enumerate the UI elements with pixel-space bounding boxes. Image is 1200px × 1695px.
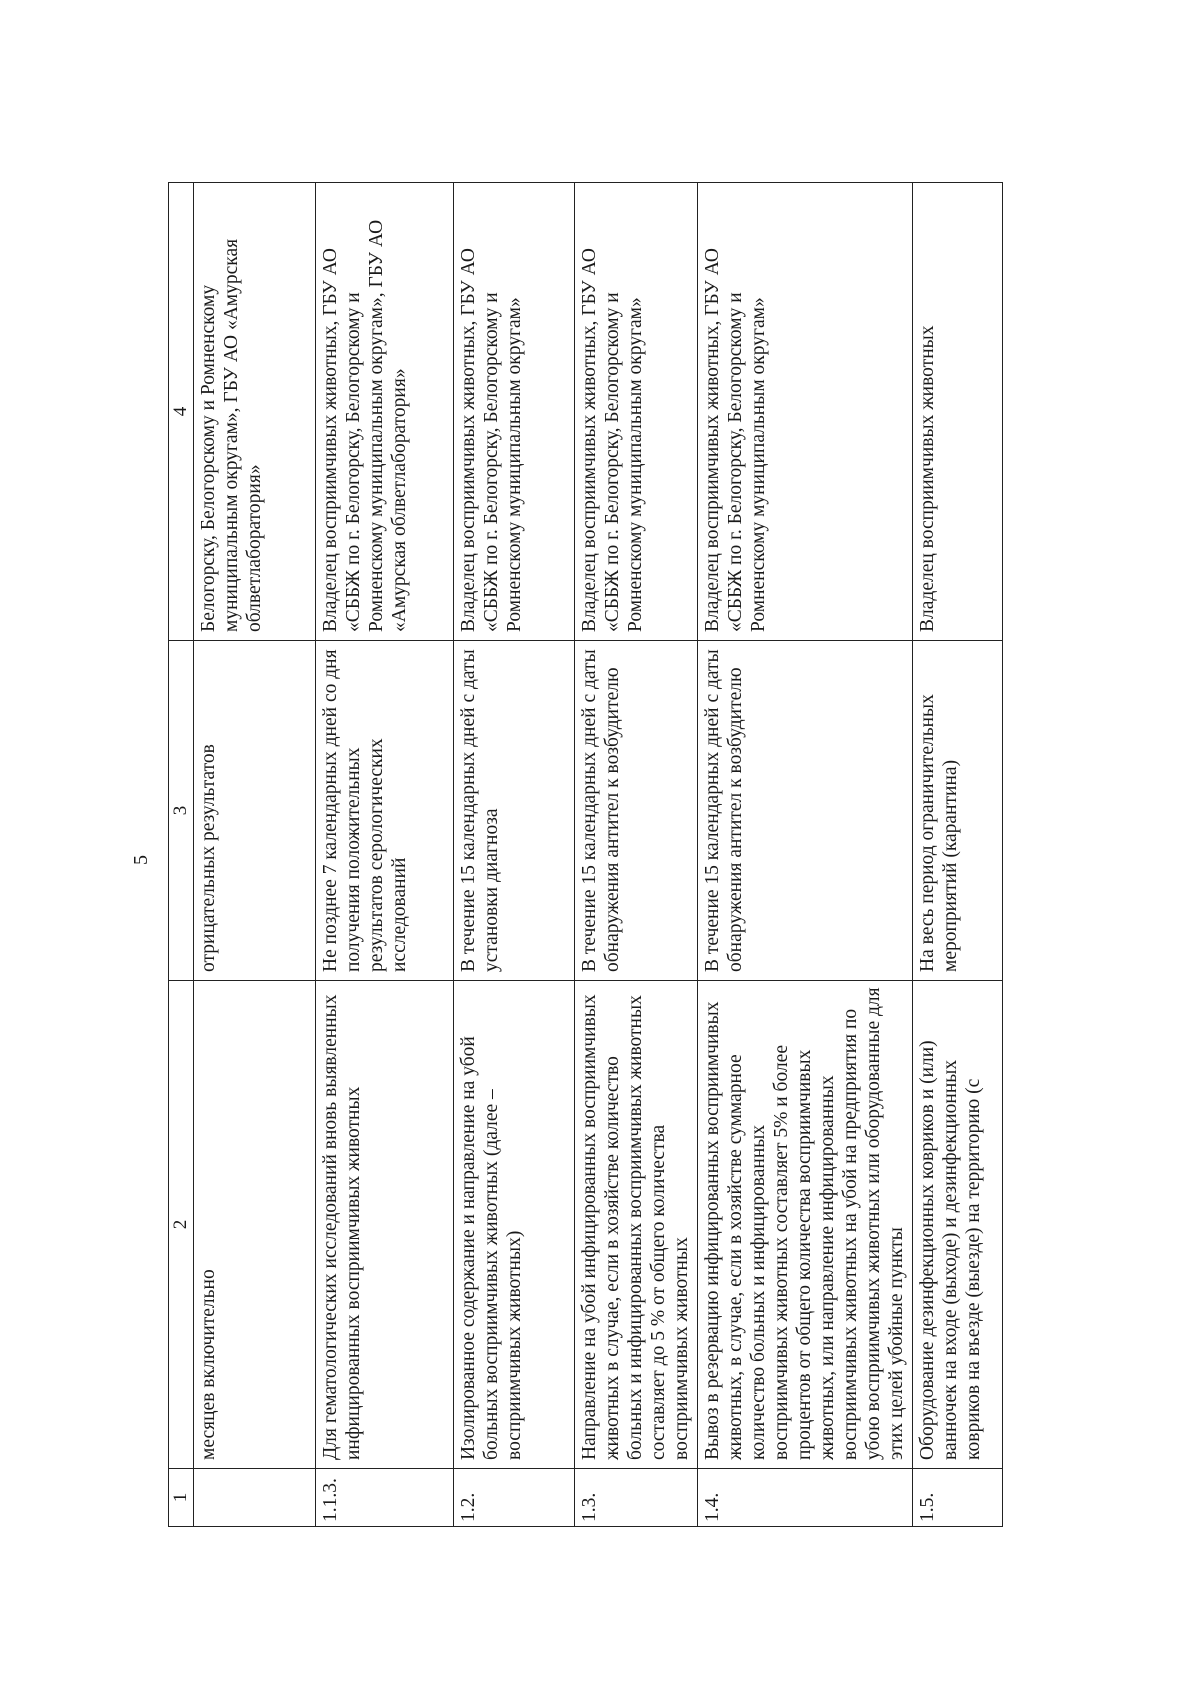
row-term: На весь период ограничительных мероприятий (карантина) bbox=[913, 641, 1003, 981]
row-term: В течение 15 календарных дней с даты установки диагноза bbox=[454, 641, 575, 981]
row-responsible: Владелец восприимчивых животных bbox=[913, 183, 1003, 641]
row-responsible: Владелец восприимчивых животных, ГБУ АО «СББЖ по г. Белогорску, Белогорскому и Ромненскому муниципальным округам» bbox=[575, 183, 698, 641]
row-term: отрицательных результатов bbox=[194, 641, 316, 981]
header-col-4: 4 bbox=[169, 183, 194, 641]
table-header-row bbox=[169, 183, 194, 1527]
row-responsible: Белогорску, Белогорскому и Ромненскому муниципальным округам», ГБУ АО «Амурская облветлаборатория» bbox=[194, 183, 316, 641]
table-row bbox=[913, 183, 1003, 1527]
row-responsible: Владелец восприимчивых животных, ГБУ АО «СББЖ по г. Белогорску, Белогорскому и Ромненскому муниципальным округам», ГБУ АО «Амурская облветлаборатория» bbox=[316, 183, 454, 641]
header-col-2: 2 bbox=[169, 981, 194, 1469]
row-responsible: Владелец восприимчивых животных, ГБУ АО «СББЖ по г. Белогорску, Белогорскому и Ромненскому муниципальным округам» bbox=[454, 183, 575, 641]
row-measure: Направление на убой инфицированных восприимчивых животных в случае, если в хозяйстве количество больных и инфицированных восприимчивых животных составляет до 5 % от общего количества восприимчивых животных bbox=[575, 981, 698, 1469]
row-term: В течение 15 календарных дней с даты обнаружения антител к возбудителю bbox=[698, 641, 913, 981]
row-responsible: Владелец восприимчивых животных, ГБУ АО «СББЖ по г. Белогорску, Белогорскому и Ромненскому муниципальным округам» bbox=[698, 183, 913, 641]
header-col-1: 1 bbox=[169, 1469, 194, 1527]
row-term: Не позднее 7 календарных дней со дня получения положительных результатов серологических исследований bbox=[316, 641, 454, 981]
page-number: 5 bbox=[130, 855, 152, 865]
table-row bbox=[454, 183, 575, 1527]
measures-table bbox=[168, 182, 1003, 1527]
header-col-3: 3 bbox=[169, 641, 194, 981]
row-number: 1.1.3. bbox=[316, 1469, 454, 1527]
row-measure: Вывоз в резервацию инфицированных восприимчивых животных, в случае, если в хозяйстве суммарное количество больных и инфицированных восприимчивых животных составляет 5% и более процентов от общего количества восприимчивых животных, или направление инфицированных восприимчивых животных на убой на предприятия по убою восприимчивых животных или оборудованные для этих целей убойные пункты bbox=[698, 981, 913, 1469]
row-number: 1.2. bbox=[454, 1469, 575, 1527]
table-row bbox=[316, 183, 454, 1527]
row-number: 1.5. bbox=[913, 1469, 1003, 1527]
row-measure: Изолированное содержание и направление на убой больных восприимчивых животных (далее – восприимчивых животных) bbox=[454, 981, 575, 1469]
table-row bbox=[575, 183, 698, 1527]
row-measure: месяцев включительно bbox=[194, 981, 316, 1469]
table-row bbox=[698, 183, 913, 1527]
row-measure: Для гематологических исследований вновь выявленных инфицированных восприимчивых животных bbox=[316, 981, 454, 1469]
row-term: В течение 15 календарных дней с даты обнаружения антител к возбудителю bbox=[575, 641, 698, 981]
row-number: 1.3. bbox=[575, 1469, 698, 1527]
row-measure: Оборудование дезинфекционных ковриков и (или) ванночек на входе (выходе) и дезинфекционных ковриков на въезде (выезде) на территорию (с bbox=[913, 981, 1003, 1469]
row-number bbox=[194, 1469, 316, 1527]
row-number: 1.4. bbox=[698, 1469, 913, 1527]
table-row bbox=[194, 183, 316, 1527]
